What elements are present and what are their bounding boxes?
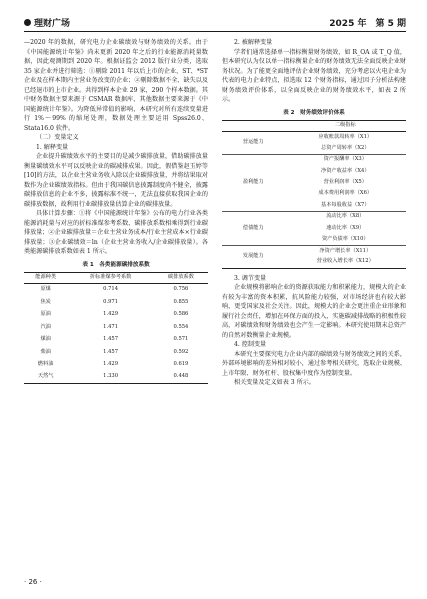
table-row <box>24 309 208 322</box>
paragraph: —2020 年的数据，研究电力企业碳绩效与财务绩效的关系。由于《中国能源统计年鉴》尚未更新 2020 年之后的行业能源消耗量数据，因此观测期到 2020 年。根据证监会 2012 版行业分类，选取 35 家企业并进行筛选：①剔除 2011 年以后上市的企业，ST、*ST 企业及在样本期内主营业务改变的企业；②剔除数据不全、缺失以及已经退市的上市企业。共得到样本企业 29 家，290 个样本数据。其中财务数据主要来源于 CSMAR 数据库、其他数据主要来源于《中国能源统计年鉴》。为降低异常值的影响，本研究对所有连续变量进行 1%～99% 的缩尾处理，数据处理主要运用 Spss26.0、Stata16.0 软件。 <box>24 39 208 132</box>
table-1-caption: 表 1 各类能源碳排放系数 <box>82 261 150 268</box>
group-label: 偿债能力 <box>222 211 285 245</box>
table-cell: 0.571 <box>173 336 189 342</box>
table-row <box>222 245 406 256</box>
table-cell: 基本每股收益（X7） <box>285 200 406 211</box>
table-row <box>24 334 208 347</box>
page-header <box>24 14 406 32</box>
table-cell: 原煤 <box>40 286 51 293</box>
table-cell: 焦炭 <box>40 298 51 305</box>
bullet-icon <box>24 19 31 26</box>
table-header-cell: 碳排放系数 <box>154 273 208 284</box>
subsection-heading: 4. 控制变量 <box>234 341 267 349</box>
table-cell: 速动比率（X9） <box>326 224 365 231</box>
paragraph: 企业规模将影响企业的资源获取能力和积累能力，规模大的企业有较为丰富的资本积累，抗风险能力较强，对市场经济也有较大影响，更受国家及社会关注。因此，规模大的企业会更注重企业形象和履行社会责任，增加在环保方面的投入，实施碳减排战略的积极性较高，对碳绩效和财务绩效也会产生一定影响。本研究使用期末总资产的自然对数衡量企业规模。 <box>222 284 406 339</box>
table-header-cell: 能源种类 <box>24 273 67 284</box>
table-cell: 0.714 <box>103 286 118 293</box>
table-cell: 营业收入增长率（X12） <box>316 258 374 265</box>
table-cell: 0.855 <box>173 298 189 305</box>
paragraph: 学者们通常选择单一指标衡量财务绩效，如 R_OA 或 T_Q 值，但本研究认为仅以单一指标衡量企业的财务绩效无法全面反映企业财务状况。为了能更全面地评估企业财务绩效，充分考虑以火电企业为代表的电力企业特点，拟选取 12 个财务指标，通过因子分析法构建财务绩效评价体系，以全面反映企业的财务绩效水平，如表 2 所示。 <box>222 48 406 103</box>
table-cell: 燃料油 <box>37 361 54 367</box>
table-cell: 原油 <box>40 311 51 317</box>
table-header-row <box>222 121 406 132</box>
table-cell: 柴油 <box>40 348 51 355</box>
table-row <box>222 211 406 222</box>
table-cell: 0.619 <box>173 361 189 367</box>
paragraph: 相关变量及定义如表 3 所示。 <box>234 379 315 387</box>
table-cell: 1.457 <box>103 336 118 342</box>
header-divider <box>24 31 406 32</box>
table-row <box>222 132 406 143</box>
table-row <box>24 346 208 359</box>
issue-label: 2025 年 第 5 期 <box>329 19 406 29</box>
subsection-heading: 1. 解释变量 <box>36 143 69 151</box>
table-cell: 煤油 <box>40 336 51 342</box>
table-cell: 应收账款周转率（X1） <box>318 133 373 140</box>
group-label: 发展能力 <box>242 253 264 260</box>
table-cell: 天然气 <box>37 373 54 380</box>
table-cell: 0.971 <box>103 298 118 305</box>
table-cell: 0.554 <box>173 323 189 330</box>
table-header-cell: 折标准煤参考系数 <box>67 273 154 284</box>
table-header-row <box>24 273 208 284</box>
paragraph: 企业提升碳绩效水平的主要目的是减少碳排放量，借助碳排放量衡量碳绩效水平可以反映企业的碳减排成果。因此，假借鉴赵玉婷等[10]的方法，以企业主营业务收入除以企业碳排放量，并将结果取对数作为企业碳绩效指标。但由于我国碳信息披露制度尚不健全，披露碳排放信息的企业不多，披露标准不统一，无法直接获取我国企业的碳排放数据，故利用行业碳排放量估算企业的碳排放量。 <box>24 153 208 208</box>
table-cell: 资产负债率（X10） <box>285 234 406 245</box>
table-row <box>24 321 208 334</box>
paragraph: 本研究主要探究电力企业内部的碳绩效与财务绩效之间的关系，外部环境影响的差异相对较小，通过参考相关研究，选取企业规模、上市年限、财务杠杆、股权集中度作为控制变量。 <box>222 350 406 377</box>
table-cell: 1.471 <box>103 323 118 330</box>
table-cell: 汽油 <box>40 323 51 330</box>
group-label: 盈利能力 <box>222 154 285 211</box>
group-label: 营运能力 <box>222 132 285 155</box>
table-header-cell: 二级指标 <box>285 121 406 132</box>
table-row <box>24 296 208 309</box>
table-cell: 0.756 <box>173 286 189 293</box>
table-cell: 净资产收益率（X4） <box>321 167 370 174</box>
table-2-caption: 表 2 财务绩效评价体系 <box>283 109 345 116</box>
left-column <box>24 38 208 384</box>
table-row <box>24 371 208 384</box>
journal-name <box>24 16 70 29</box>
table-cell: 成本费用利润率（X6） <box>318 190 373 197</box>
table-2 <box>222 120 406 269</box>
subsection-heading: 3. 调节变量 <box>234 274 267 282</box>
table-cell: 1.330 <box>103 373 118 380</box>
table-cell: 0.448 <box>173 373 189 380</box>
journal-title: 理财广场 <box>34 19 71 29</box>
table-cell: 1.429 <box>103 311 118 317</box>
table-cell: 1.429 <box>103 361 118 367</box>
table-cell: 流动比率（X8） <box>326 213 365 220</box>
table-row <box>24 284 208 297</box>
table-cell: 营业利润率（X5） <box>323 179 367 185</box>
right-column <box>222 38 406 388</box>
table-cell: 净资产增长率（X11） <box>319 247 372 254</box>
subsection-heading: 2. 被解释变量 <box>234 39 273 46</box>
table-1 <box>24 272 208 384</box>
table-cell: 总资产周转率（X2） <box>285 143 406 154</box>
table-cell: 0.592 <box>173 348 189 355</box>
table-header-cell <box>222 121 285 132</box>
section-heading: （二）变量定义 <box>36 134 79 141</box>
table-cell: 1.457 <box>103 348 118 355</box>
page-number: · 26 · <box>24 578 42 586</box>
table-row <box>24 359 208 372</box>
table-cell: 资产报酬率（X3） <box>323 156 367 163</box>
paragraph: 具体计算步骤：①将《中国能源统计年鉴》公布的电力行业各类能源消耗量与对应的折标准煤参考系数、碳排放系数相乘得到行业碳排放量；②企业碳排放量＝企业主营业务成本/行业主营成本×行业碳排放量；③企业碳绩效＝ln（企业主营业务收入/企业碳排放量）。各类能源碳排放系数如表 1 所示。 <box>24 210 208 255</box>
table-row <box>222 154 406 165</box>
table-cell: 0.586 <box>173 311 189 317</box>
